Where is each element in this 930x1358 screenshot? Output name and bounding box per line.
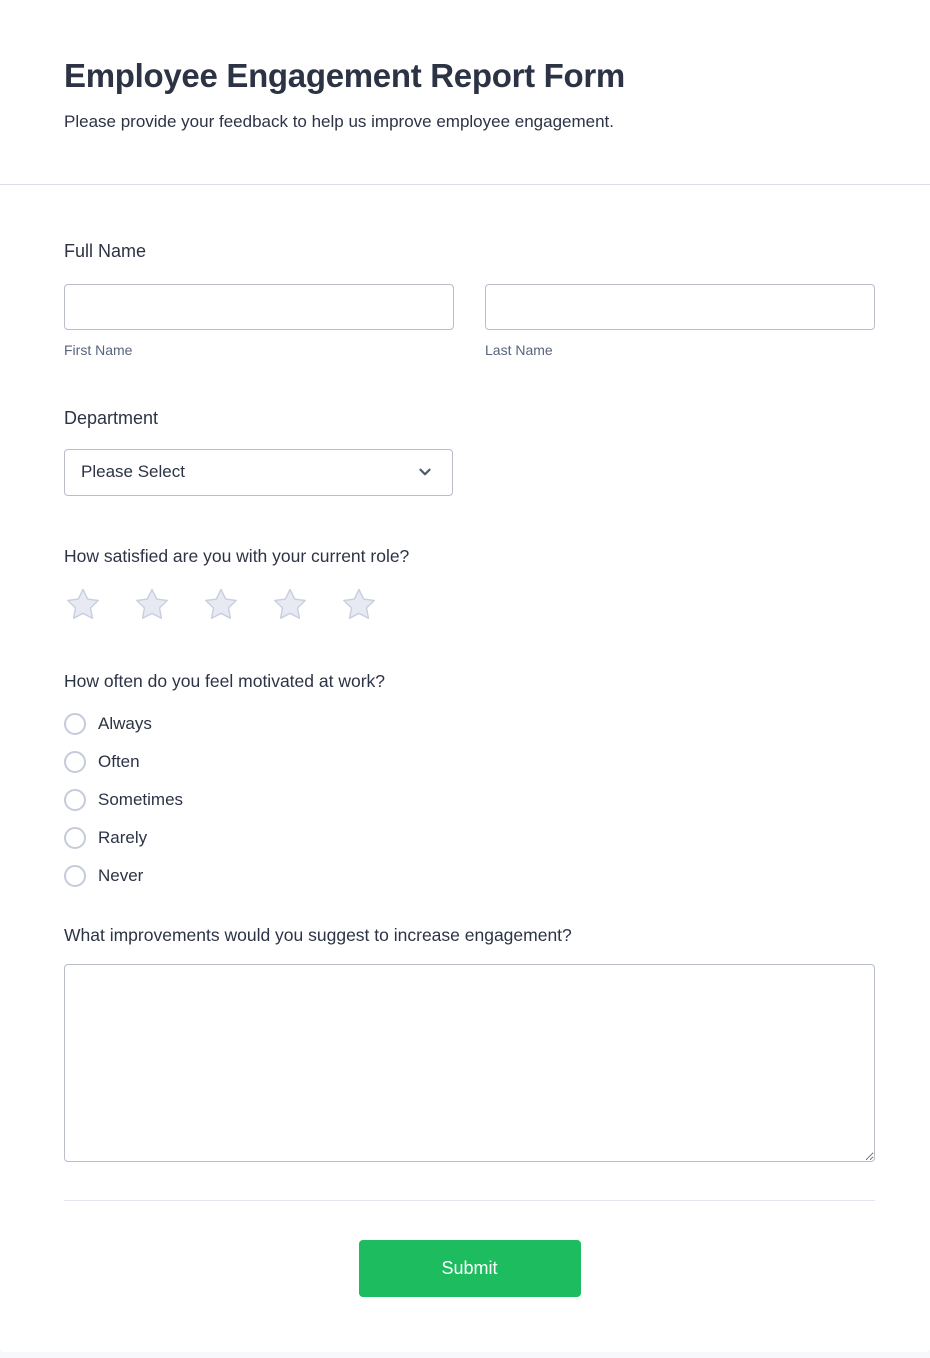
last-name-group (485, 284, 875, 358)
radio-label: Never (98, 865, 144, 885)
submit-button[interactable]: Submit (359, 1240, 581, 1297)
star-icon-5[interactable] (340, 586, 378, 624)
satisfaction-question: How satisfied are you with your current role? (64, 545, 410, 566)
radio-label: Often (98, 751, 140, 771)
radio-button-icon[interactable] (64, 865, 86, 887)
star-rating (64, 586, 875, 624)
department-select[interactable] (64, 449, 453, 496)
radio-option-rarely[interactable] (64, 827, 875, 849)
chevron-down-icon (416, 463, 434, 481)
radio-button-icon[interactable] (64, 751, 86, 773)
star-icon-4[interactable] (271, 586, 309, 624)
form-subtitle: Please provide your feedback to help us improve employee engagement. (64, 111, 615, 131)
motivation-options (64, 713, 875, 887)
radio-button-icon[interactable] (64, 713, 86, 735)
radio-option-always[interactable] (64, 713, 875, 735)
form-header (0, 0, 930, 132)
radio-button-icon[interactable] (64, 789, 86, 811)
first-name-group (64, 284, 454, 358)
motivation-question: How often do you feel motivated at work? (64, 670, 386, 691)
radio-option-sometimes[interactable] (64, 789, 875, 811)
full-name-label: Full Name (64, 240, 147, 261)
footer-divider (64, 1200, 875, 1201)
form-title: Employee Engagement Report Form (64, 57, 625, 94)
first-name-sublabel: First Name (64, 341, 133, 358)
radio-label: Rarely (98, 827, 148, 847)
star-icon-1[interactable] (64, 586, 102, 624)
star-icon-3[interactable] (202, 586, 240, 624)
improvements-textarea[interactable] (64, 964, 875, 1162)
radio-label: Always (98, 713, 152, 733)
department-selected-value: Please Select (81, 462, 185, 482)
department-label: Department (64, 407, 159, 428)
radio-option-never[interactable] (64, 865, 875, 887)
radio-option-often[interactable] (64, 751, 875, 773)
submit-row (64, 1240, 875, 1297)
radio-label: Sometimes (98, 789, 184, 809)
last-name-sublabel: Last Name (485, 341, 553, 358)
full-name-fields (64, 284, 875, 358)
star-icon-2[interactable] (133, 586, 171, 624)
form-body (0, 185, 930, 1297)
first-name-input[interactable] (64, 284, 454, 330)
last-name-input[interactable] (485, 284, 875, 330)
improvements-question: What improvements would you suggest to increase engagement? (64, 924, 572, 945)
page-background-strip (0, 1352, 930, 1358)
radio-button-icon[interactable] (64, 827, 86, 849)
